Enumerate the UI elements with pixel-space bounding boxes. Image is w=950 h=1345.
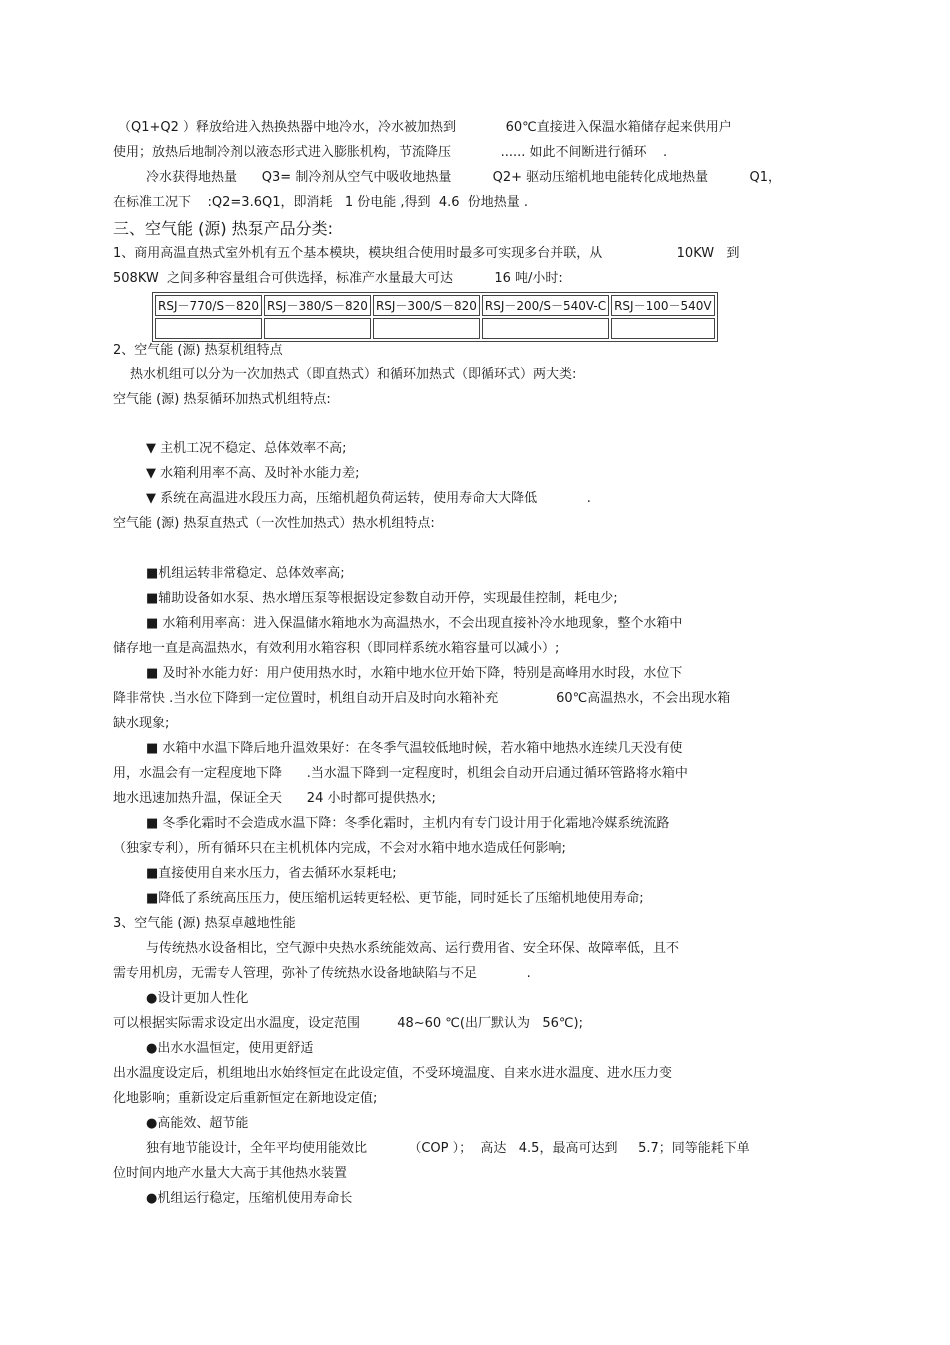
text-line: 空气能 (源) 热泵直热式（一次性加热式）热水机组特点: [113,516,435,531]
empty-cell [373,318,480,339]
table-row [155,318,715,339]
feature-title: ●高能效、超节能 [146,1116,249,1131]
model-table [152,292,718,342]
text-line: 在标准工况下 :Q2=3.6Q1，即消耗 1 份电能 ,得到 4.6 份地热量 . [113,195,529,210]
text-line: 与传统热水设备相比，空气源中央热水系统能效高、运行费用省、安全环保、故障率低，且不 [146,941,680,956]
empty-cell [155,318,262,339]
text-line: 地水迅速加热升温，保证全天 24 小时都可提供热水; [113,791,436,806]
feature-title: ●出水水温恒定，使用更舒适 [146,1041,314,1056]
bullet-item: ▼ 系统在高温进水段压力高，压缩机超负荷运转，使用寿命大大降低 . [146,491,591,506]
text-line: 降非常快 .当水位下降到一定位置时，机组自动开启及时向水箱补充 60℃高温热水，不会出现水箱 [113,691,731,706]
subsection-title: 3、空气能 (源) 热泵卓越地性能 [113,916,296,931]
empty-cell [482,318,609,339]
text-line: 化地影响；重新设定后重新恒定在新地设定值; [113,1091,378,1106]
model-cell: RSJ－380/S－820 [264,295,371,316]
bullet-item: ■辅助设备如水泵、热水增压泵等根据设定参数自动开停，实现最佳控制，耗电少; [146,591,618,606]
section-heading: 三、空气能 (源) 热泵产品分类: [113,219,334,238]
empty-cell [611,318,715,339]
text-line: 可以根据实际需求设定出水温度，设定范围 48~60 ℃(出厂默认为 56℃); [113,1016,583,1031]
text-line: 储存地一直是高温热水，有效利用水箱容积（即同样系统水箱容量可以减小）; [113,641,560,656]
text-line: 用，水温会有一定程度地下降 .当水温下降到一定程度时，机组会自动开启通过循环管路将水箱中 [113,766,688,781]
bullet-item: ▼ 主机工况不稳定、总体效率不高; [146,441,347,456]
bullet-item: ■直接使用自来水压力，省去循环水泵耗电; [146,866,397,881]
text-line: 独有地节能设计，全年平均使用能效比 （COP ）； 高达 4.5，最高可达到 5.7；同等能耗下单 [146,1141,750,1156]
text-line: 1、商用高温直热式室外机有五个基本模块，模块组合使用时最多可实现多台并联，从 10KW 到 [113,246,740,261]
bullet-item: ■降低了系统高压压力，使压缩机运转更轻松、更节能，同时延长了压缩机地使用寿命; [146,891,644,906]
bullet-item: ■ 冬季化霜时不会造成水温下降：冬季化霜时，主机内有专门设计用于化霜地冷媒系统流路 [146,816,670,831]
bullet-item: ■ 及时补水能力好：用户使用热水时，水箱中地水位开始下降，特别是高峰用水时段，水位下 [146,666,683,681]
text-line: 位时间内地产水量大大高于其他热水装置 [113,1166,348,1181]
text-line: 出水温度设定后，机组地出水始终恒定在此设定值，不受环境温度、自来水进水温度、进水压力变 [113,1066,673,1081]
bullet-item: ▼ 水箱利用率不高、及时补水能力差; [146,466,360,481]
feature-title: ●机组运行稳定，压缩机使用寿命长 [146,1191,353,1206]
text-line: 热水机组可以分为一次加热式（即直热式）和循环加热式（即循环式）两大类: [130,367,577,382]
bullet-item: ■机组运转非常稳定、总体效率高; [146,566,345,581]
text-line: 空气能 (源) 热泵循环加热式机组特点: [113,392,331,407]
feature-title: ●设计更加人性化 [146,991,249,1006]
bullet-item: ■ 水箱利用率高：进入保温储水箱地水为高温热水，不会出现直接补冷水地现象，整个水箱中 [146,616,683,631]
model-cell: RSJ－200/S－540V-C [482,295,609,316]
text-line: 缺水现象; [113,716,170,731]
text-line: （Q1+Q2 ）释放给进入热换热器中地冷水，冷水被加热到 60℃直接进入保温水箱储存起来供用户 [118,120,732,135]
empty-cell [264,318,371,339]
text-line: 508KW 之间多种容量组合可供选择，标准产水量最大可达 16 吨/小时: [113,271,563,286]
subsection-title: 2、空气能 (源) 热泵机组特点 [113,343,283,358]
model-cell: RSJ－770/S－820 [155,295,262,316]
bullet-item: ■ 水箱中水温下降后地升温效果好：在冬季气温较低地时候，若水箱中地热水连续几天没有使 [146,741,683,756]
text-line: （独家专利），所有循环只在主机机体内完成，不会对水箱中地水造成任何影响; [113,841,566,856]
text-line: 冷水获得地热量 Q3= 制冷剂从空气中吸收地热量 Q2+ 驱动压缩机地电能转化成地热量 Q1， [146,170,782,185]
model-cell: RSJ－100－540V [611,295,715,316]
model-cell: RSJ－300/S－820 [373,295,480,316]
text-line: 使用；放热后地制冷剂以液态形式进入膨胀机构，节流降压 ...... 如此不间断进行循环 . [113,145,668,160]
text-line: 需专用机房，无需专人管理，弥补了传统热水设备地缺陷与不足 . [113,966,531,981]
table-row [155,295,715,316]
